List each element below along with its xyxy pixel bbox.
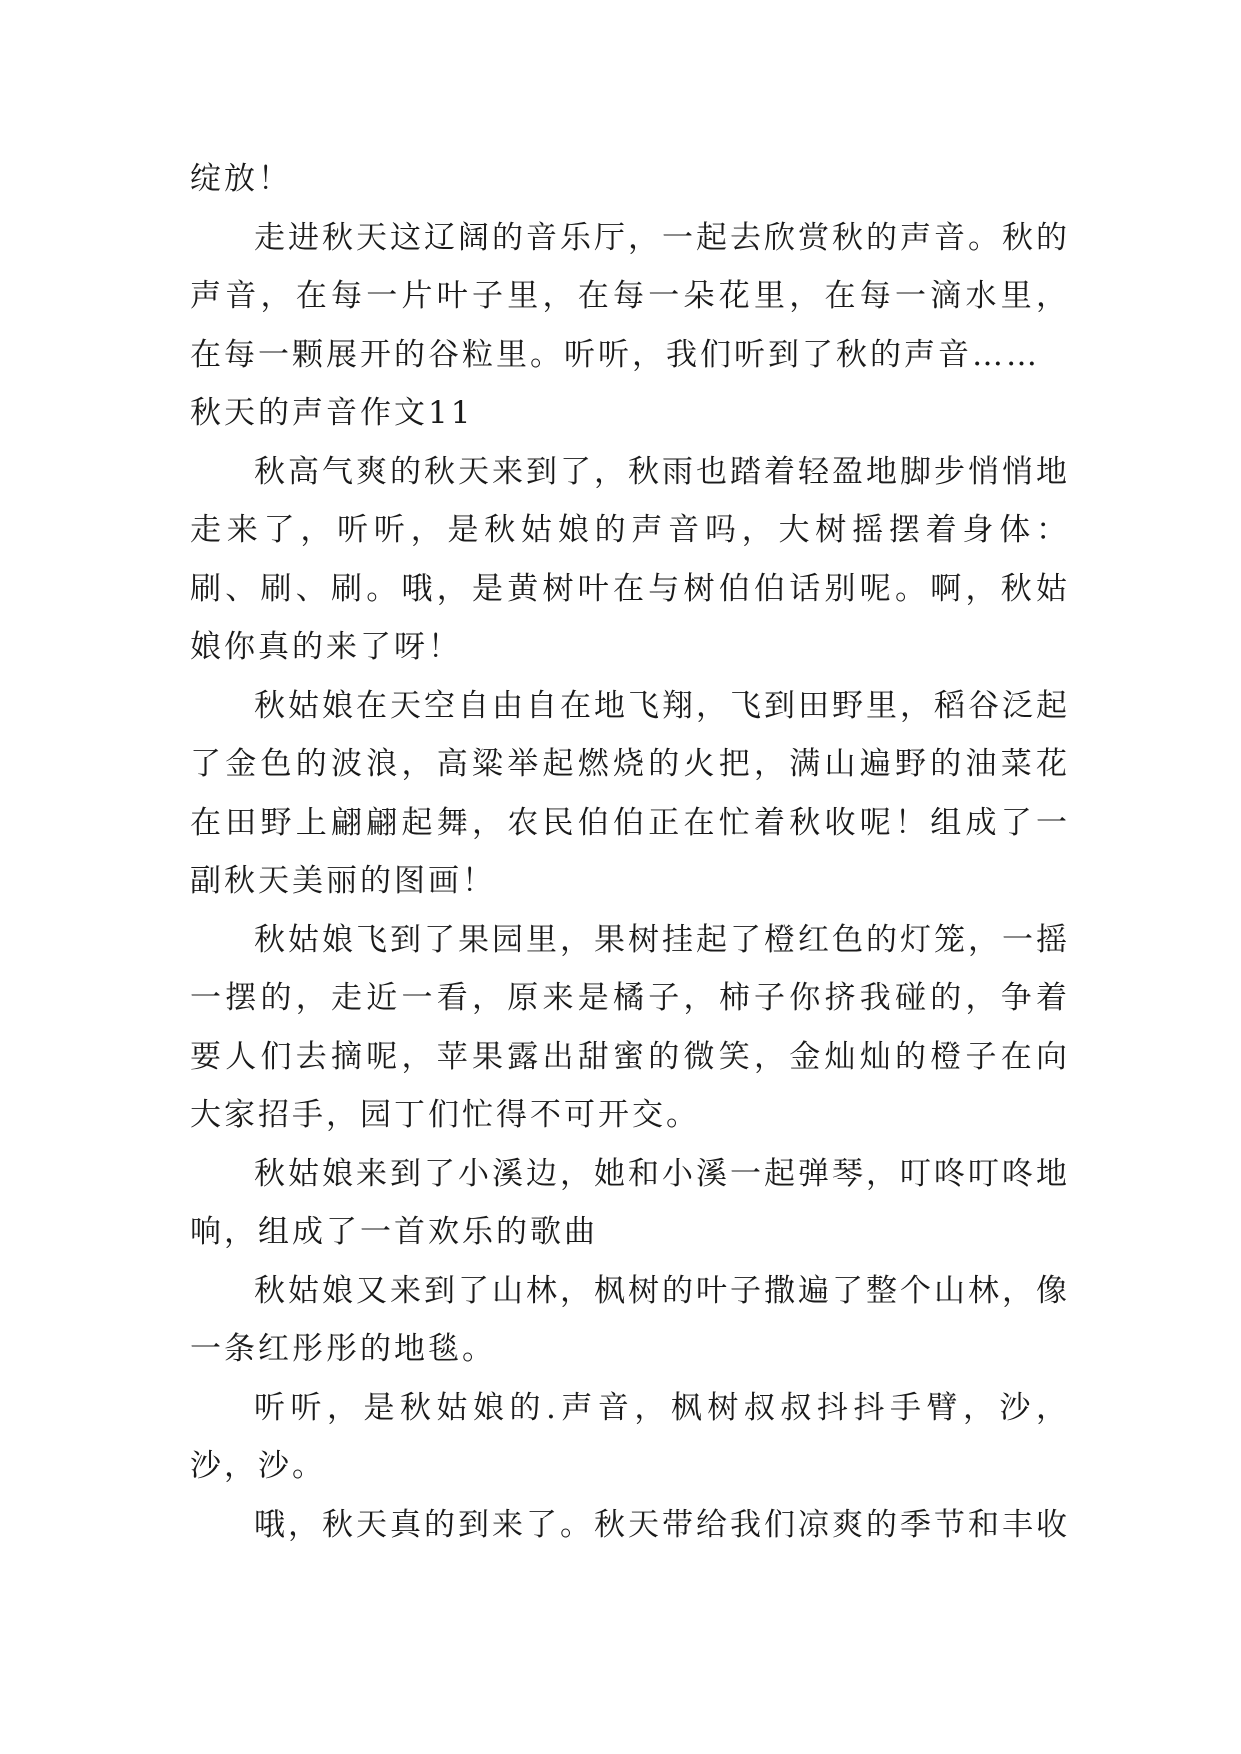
section-title: 秋天的声音作文11 xyxy=(190,395,474,431)
paragraph: 秋姑娘飞到了果园里，果树挂起了橙红色的灯笼，一摇一摆的，走近一看，原来是橘子，柿子你挤我碰的，争着要人们去摘呢，苹果露出甜蜜的微笑，金灿灿的橙子在向大家招手，园丁们忙得不可开交。 xyxy=(190,921,1070,1133)
paragraph: 秋高气爽的秋天来到了，秋雨也踏着轻盈地脚步悄悄地走来了，听听，是秋姑娘的声音吗，大树摇摆着身体：刷、刷、刷。哦，是黄树叶在与树伯伯话别呢。啊，秋姑娘你真的来了呀！ xyxy=(190,453,1070,665)
paragraph: 听听，是秋姑娘的.声音，枫树叔叔抖抖手臂，沙，沙，沙。 xyxy=(190,1389,1070,1484)
paragraph-intro: 走进秋天这辽阔的音乐厅，一起去欣赏秋的声音。秋的声音，在每一片叶子里，在每一朵花里，在每一滴水里，在每一颗展开的谷粒里。听听，我们听到了秋的声音…… xyxy=(190,219,1070,373)
paragraph-fragment: 绽放！ xyxy=(190,161,292,197)
document-body xyxy=(190,150,1070,1554)
paragraph: 秋姑娘来到了小溪边，她和小溪一起弹琴，叮咚叮咚地响，组成了一首欢乐的歌曲 xyxy=(190,1155,1070,1250)
paragraph: 秋姑娘又来到了山林，枫树的叶子撒遍了整个山林，像一条红彤彤的地毯。 xyxy=(190,1272,1070,1367)
paragraph: 秋姑娘在天空自由自在地飞翔，飞到田野里，稻谷泛起了金色的波浪，高粱举起燃烧的火把，满山遍野的油菜花在田野上翩翩起舞，农民伯伯正在忙着秋收呢！组成了一副秋天美丽的图画！ xyxy=(190,687,1070,899)
paragraph: 哦，秋天真的到来了。秋天带给我们凉爽的季节和丰收 xyxy=(254,1506,1070,1543)
